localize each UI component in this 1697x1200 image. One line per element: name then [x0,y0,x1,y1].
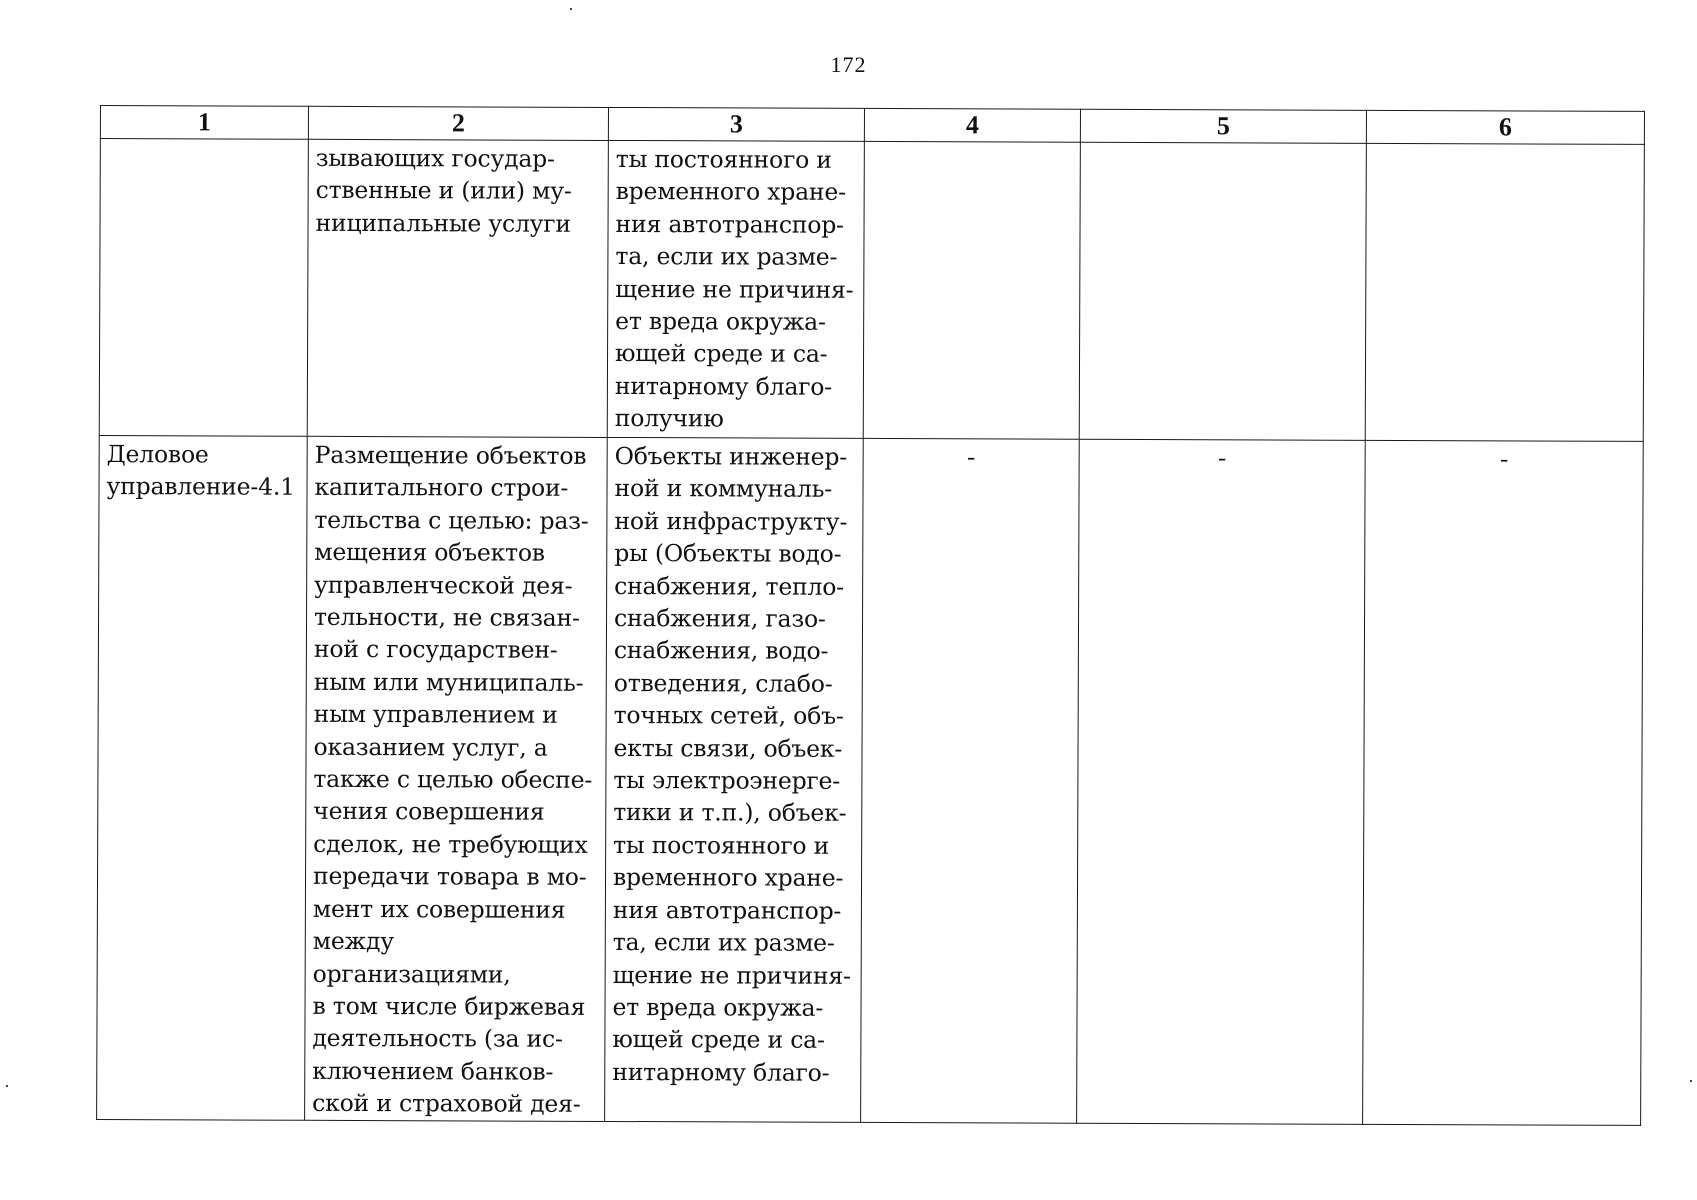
cell-col-6 [1365,143,1644,441]
table-row [99,139,1644,442]
scan-speck [6,1085,8,1087]
page-number: 172 [830,52,867,77]
cell-col-5 [1077,439,1366,1124]
scan-speck [1690,1080,1692,1082]
cell-text [1081,143,1366,146]
cell-dash: - [967,444,976,471]
cell-dash: - [1218,445,1227,472]
cell-dash: - [1500,446,1509,473]
cell-description [305,436,608,1121]
cell-use-type [99,139,308,437]
cell-text [1367,144,1644,147]
header-col-5: 5 [1080,109,1366,143]
header-col-2: 2 [308,106,608,140]
zoning-table [96,105,1645,1125]
cell-use-type [97,435,308,1119]
cell-col-4 [863,141,1080,439]
cell-auxiliary-uses [605,437,864,1122]
header-col-6: 6 [1366,110,1644,144]
header-col-4: 4 [864,108,1080,142]
cell-text [101,139,308,142]
cell-text [865,142,1080,145]
cell-auxiliary-uses [607,140,864,438]
header-col-1: 1 [100,106,308,140]
cell-text: Размещение объектов капитального строи- тельства с целью: раз- мещения объектов управленческой дея- тельности, не связан- ной с государствен- ным или муниципаль- ным управлением и оказанием услуг, а также с целью обеспе- чения совершения сделок, не требующих передачи товара в мо- мент их совершения между организациями, в том числе биржевая деятельность (за ис- ключением банков- ской и страховой дея- [312,440,593,1118]
cell-text: Объекты инженер- ной и коммуналь- ной инфраструкту- ры (Объекты водо- снабжения, тепло- снабжения, газо- снабжения, водо- отведения, слабо- точных сетей, объ- екты связи, объек- ты электроэнерге- тики и т.п.), объек- ты постоянного и временного хране- ния автотранспор- та, если их разме- щение не причиня- ет вреда окружа- ющей среде и са- нитарному благо- [612,441,851,1087]
cell-description [307,139,608,437]
scan-speck [570,8,572,10]
cell-col-4 [861,438,1080,1122]
cell-text: зывающих государ- ственные и (или) му- ниципальные услуги [315,143,572,238]
cell-text: ты постоянного и временного хране- ния автотранспор- та, если их разме- щение не причиня- ет вреда окружа- ющей среде и са- нитарному благо- получию [614,144,854,433]
cell-col-6 [1363,440,1644,1125]
cell-col-5 [1079,142,1366,440]
cell-text: Деловое управление-4.1 [106,440,295,502]
table-row [97,435,1644,1124]
header-col-3: 3 [608,107,864,141]
